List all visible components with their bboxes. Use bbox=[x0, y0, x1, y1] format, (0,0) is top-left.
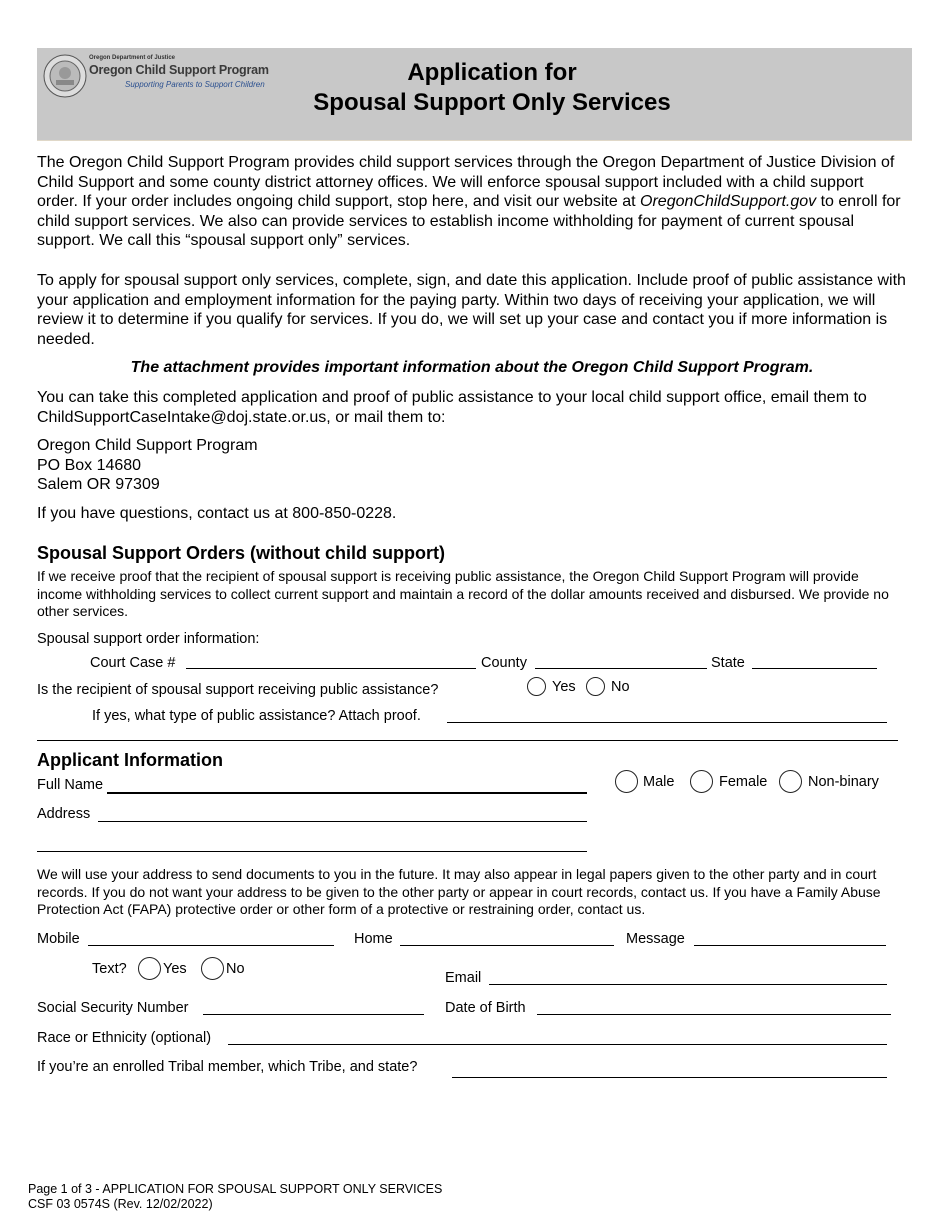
address-line-3: Salem OR 97309 bbox=[37, 476, 160, 494]
program-tagline: Supporting Parents to Support Children bbox=[125, 80, 265, 89]
tribal-field[interactable] bbox=[452, 1077, 887, 1078]
intro-text-a: The Oregon Child Support Program provides child support services through the Oregon Department of Justice Division of Child Support and some county district attorney offices. We will enforce spousal support included with a child support order. If your order includes ongoing child support, stop here, and visit our website at bbox=[37, 154, 895, 211]
home-label: Home bbox=[354, 931, 393, 947]
text-yes-label: Yes bbox=[163, 961, 187, 977]
address-privacy-note: We will use your address to send documents to you in the future. It may also appear in legal papers given to the other party and in court records. If you do not want your address to be given to the other party or appear in court records, contact us. If you have a Family Abuse Protection Act (FAPA) protective order or other form of a protective or restraining order, contact us. bbox=[37, 866, 881, 917]
mobile-field[interactable] bbox=[88, 945, 334, 946]
program-name: Oregon Child Support Program bbox=[89, 63, 269, 77]
gender-nonbinary-radio[interactable] bbox=[779, 770, 802, 793]
gender-male-label: Male bbox=[643, 774, 675, 790]
court-case-label: Court Case # bbox=[90, 655, 176, 671]
orders-description: If we receive proof that the recipient of spousal support is receiving public assistance, the Oregon Child Support Program will provide income withholding services to collect current support and maintain a record of the dollar amounts received and disbursed. We provide no other services. bbox=[37, 568, 889, 619]
dept-name: Oregon Department of Justice bbox=[89, 55, 176, 61]
court-case-field[interactable] bbox=[186, 668, 476, 669]
full-name-label: Full Name bbox=[37, 777, 104, 793]
assistance-type-label: If yes, what type of public assistance? Attach proof. bbox=[92, 708, 421, 724]
intro-paragraph-2: To apply for spousal support only services, complete, sign, and date this application. Include proof of public assistance with your application and employment information for the paying party. Within two days of receiving your application, we will review it to determine if you qualify for services. If you do, we will set up your case and contact you if more information is needed. bbox=[37, 272, 906, 348]
state-label: State bbox=[711, 655, 745, 671]
page-title bbox=[200, 58, 784, 118]
title-line-2: Spousal Support Only Services bbox=[313, 89, 671, 116]
email-label: Email bbox=[445, 970, 482, 986]
footer-page-info: Page 1 of 3 - APPLICATION FOR SPOUSAL SUPPORT ONLY SERVICES bbox=[28, 1182, 443, 1196]
tribal-label: If you’re an enrolled Tribal member, which Tribe, and state? bbox=[37, 1059, 418, 1075]
message-field[interactable] bbox=[694, 945, 886, 946]
website-link: OregonChildSupport.gov bbox=[640, 193, 817, 211]
gender-female-label: Female bbox=[719, 774, 768, 790]
address-field-2[interactable] bbox=[37, 851, 587, 852]
assistance-type-field[interactable] bbox=[447, 722, 887, 723]
full-name-field[interactable] bbox=[107, 792, 587, 794]
assistance-yes-label: Yes bbox=[552, 679, 576, 695]
text-label: Text? bbox=[92, 961, 127, 977]
gender-nonbinary-label: Non-binary bbox=[808, 774, 879, 790]
title-line-1: Application for bbox=[407, 59, 577, 86]
contact-line: If you have questions, contact us at 800-850-0228. bbox=[37, 505, 397, 522]
dob-field[interactable] bbox=[537, 1014, 891, 1015]
gender-female-radio[interactable] bbox=[690, 770, 713, 793]
address-label: Address bbox=[37, 806, 91, 822]
submission-paragraph: You can take this completed application and proof of public assistance to your local child support office, email them to ChildSupportCaseIntake@doj.state.or.us, or mail them to: bbox=[37, 389, 867, 426]
text-no-radio[interactable] bbox=[201, 957, 224, 980]
section-divider bbox=[37, 740, 898, 741]
gender-male-radio[interactable] bbox=[615, 770, 638, 793]
orders-heading: Spousal Support Orders (without child support) bbox=[37, 543, 445, 563]
dob-label: Date of Birth bbox=[445, 1000, 526, 1016]
address-line-1: Oregon Child Support Program bbox=[37, 437, 258, 454]
intro-text-b: to enroll for child support services. We also can provide services to establish income withholding for payment of current spousal support. We call this “spousal support only” services. bbox=[37, 193, 901, 250]
mobile-label: Mobile bbox=[37, 931, 80, 947]
footer-form-number: CSF 03 0574S (Rev. 12/02/2022) bbox=[28, 1197, 213, 1211]
assistance-question: Is the recipient of spousal support receiving public assistance? bbox=[37, 682, 439, 698]
message-label: Message bbox=[626, 931, 685, 947]
attachment-note: The attachment provides important information about the Oregon Child Support Program. bbox=[130, 359, 814, 376]
order-info-label: Spousal support order information: bbox=[37, 631, 260, 647]
address-field-1[interactable] bbox=[98, 821, 587, 822]
ssn-label: Social Security Number bbox=[37, 1000, 189, 1016]
text-yes-radio[interactable] bbox=[138, 957, 161, 980]
mailing-address bbox=[37, 436, 907, 495]
assistance-no-label: No bbox=[611, 679, 630, 695]
address-line-2: PO Box 14680 bbox=[37, 456, 142, 474]
county-field[interactable] bbox=[535, 668, 707, 669]
email-field[interactable] bbox=[489, 984, 887, 985]
race-field[interactable] bbox=[228, 1044, 887, 1045]
text-no-label: No bbox=[226, 961, 245, 977]
state-field[interactable] bbox=[752, 668, 877, 669]
applicant-heading: Applicant Information bbox=[37, 750, 223, 770]
home-field[interactable] bbox=[400, 945, 614, 946]
oregon-seal-icon bbox=[43, 54, 87, 98]
county-label: County bbox=[481, 655, 527, 671]
assistance-no-radio[interactable] bbox=[586, 677, 605, 696]
assistance-yes-radio[interactable] bbox=[527, 677, 546, 696]
race-label: Race or Ethnicity (optional) bbox=[37, 1030, 212, 1046]
ssn-field[interactable] bbox=[203, 1014, 424, 1015]
intro-paragraph-1 bbox=[37, 153, 907, 251]
